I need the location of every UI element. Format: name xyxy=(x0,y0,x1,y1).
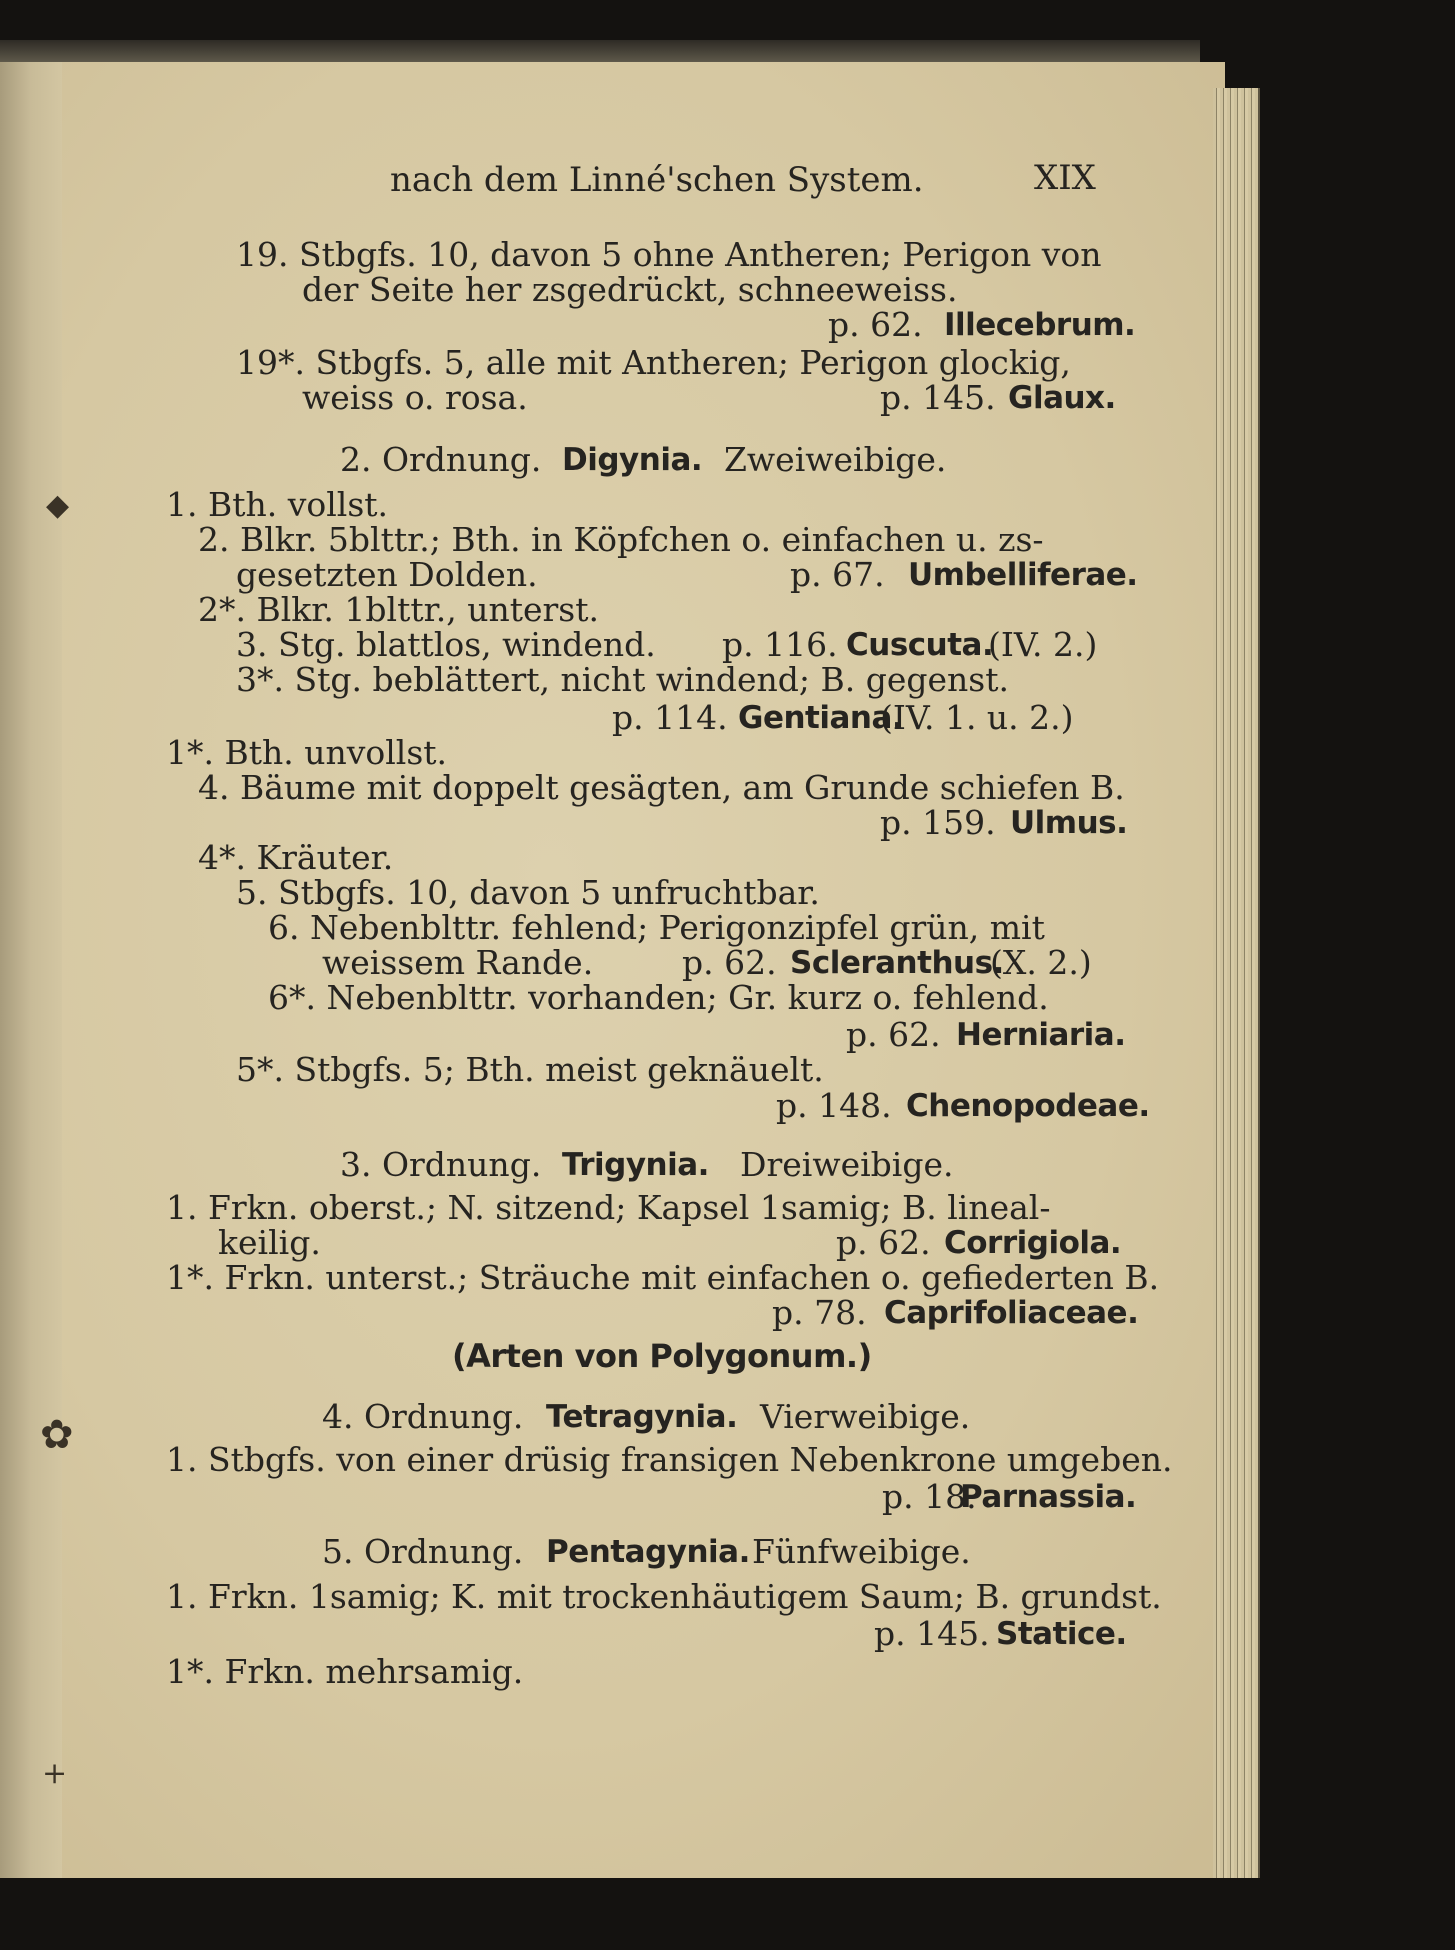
running-title: nach dem Linné'schen System. xyxy=(390,160,924,200)
genus-name: Gentiana. xyxy=(738,700,904,736)
text-line: 4*. Kräuter. xyxy=(198,838,394,877)
text-line: 1. Frkn. oberst.; N. sitzend; Kapsel 1samig; B. lineal- xyxy=(166,1188,1051,1227)
order-heading: 4. Ordnung. xyxy=(322,1397,524,1436)
text-line: 1*. Frkn. unterst.; Sträuche mit einfachen o. gefiederten B. xyxy=(166,1258,1160,1297)
order-common-name: Dreiweibige. xyxy=(740,1145,954,1184)
page-ref: p. 114. xyxy=(612,698,728,737)
text-line: 2. Blkr. 5blttr.; Bth. in Köpfchen o. einfachen u. zs- xyxy=(198,520,1044,559)
page-ref: p. 148. xyxy=(776,1086,892,1125)
text-line: 1. Frkn. 1samig; K. mit trockenhäutigem Saum; B. grundst. xyxy=(166,1577,1162,1616)
binding-mark: + xyxy=(42,1756,68,1791)
order-name: Pentagynia. xyxy=(546,1534,750,1570)
text-line: 1. Stbgfs. von einer drüsig fransigen Nebenkrone umgeben. xyxy=(166,1440,1173,1479)
genus-name: Ulmus. xyxy=(1010,805,1128,841)
order-name: Trigynia. xyxy=(562,1147,709,1183)
text-line: 3*. Stg. beblättert, nicht windend; B. gegenst. xyxy=(236,660,1009,699)
genus-name: Parnassia. xyxy=(960,1479,1137,1515)
genus-name: Scleranthus. xyxy=(790,945,1004,981)
text-line: 4. Bäume mit doppelt gesägten, am Grunde schiefen B. xyxy=(198,768,1125,807)
genus-name: Glaux. xyxy=(1008,380,1116,416)
genus-name: Umbelliferae. xyxy=(908,557,1138,593)
text-line: 2*. Blkr. 1blttr., unterst. xyxy=(198,590,599,629)
page-ref: p. 159. xyxy=(880,803,996,842)
text-line: der Seite her zsgedrückt, schneeweiss. xyxy=(302,270,958,309)
page-ref: p. 145. xyxy=(880,378,996,417)
text-line: 5*. Stbgfs. 5; Bth. meist geknäuelt. xyxy=(236,1050,824,1089)
page-ref: p. 62. xyxy=(836,1223,931,1262)
page-ref: p. 18. xyxy=(882,1477,977,1516)
genus-name: Corrigiola. xyxy=(944,1225,1122,1261)
page-ref: p. 62. xyxy=(828,305,923,344)
binding-ornament: ✿ xyxy=(40,1412,74,1458)
text-line: 1. Bth. vollst. xyxy=(166,485,389,524)
page-ref: p. 78. xyxy=(772,1293,867,1332)
text-line: keilig. xyxy=(218,1223,321,1262)
order-common-name: Fünfweibige. xyxy=(752,1532,971,1571)
order-name: Tetragynia. xyxy=(546,1399,738,1435)
page-ref: p. 145. xyxy=(874,1614,990,1653)
text-line: 19*. Stbgfs. 5, alle mit Antheren; Perigon glockig, xyxy=(236,343,1071,382)
order-name: Digynia. xyxy=(562,442,703,478)
page-gutter xyxy=(0,62,62,1878)
cross-reference: (X. 2.) xyxy=(990,943,1092,982)
page-number: XIX xyxy=(1034,158,1096,198)
cross-reference: (IV. 2.) xyxy=(988,625,1098,664)
text-line: 19. Stbgfs. 10, davon 5 ohne Antheren; Perigon von xyxy=(236,235,1102,274)
text-line: 3. Stg. blattlos, windend. xyxy=(236,625,656,664)
genus-note: (Arten von Polygonum.) xyxy=(452,1337,872,1375)
text-line: gesetzten Dolden. xyxy=(236,555,538,594)
text-line: 1*. Frkn. mehrsamig. xyxy=(166,1652,524,1691)
order-heading: 5. Ordnung. xyxy=(322,1532,524,1571)
order-common-name: Vierweibige. xyxy=(760,1397,971,1436)
order-common-name: Zweiweibige. xyxy=(724,440,947,479)
text-line: 1*. Bth. unvollst. xyxy=(166,733,448,772)
cross-reference: (IV. 1. u. 2.) xyxy=(880,698,1074,737)
genus-name: Statice. xyxy=(996,1616,1127,1652)
text-line: weiss o. rosa. xyxy=(302,378,528,417)
text-line: 6. Nebenblttr. fehlend; Perigonzipfel grün, mit xyxy=(268,908,1045,947)
genus-name: Cuscuta. xyxy=(846,627,994,663)
genus-name: Illecebrum. xyxy=(944,307,1136,343)
text-line: 5. Stbgfs. 10, davon 5 unfruchtbar. xyxy=(236,873,820,912)
order-heading: 3. Ordnung. xyxy=(340,1145,542,1184)
page-ref: p. 116. xyxy=(722,625,838,664)
page-edges xyxy=(1213,88,1260,1878)
page-ref: p. 62. xyxy=(846,1015,941,1054)
page-ref: p. 62. xyxy=(682,943,777,982)
genus-name: Herniaria. xyxy=(956,1017,1126,1053)
order-heading: 2. Ordnung. xyxy=(340,440,542,479)
page-ref: p. 67. xyxy=(790,555,885,594)
genus-name: Chenopodeae. xyxy=(906,1088,1150,1124)
text-line: 6*. Nebenblttr. vorhanden; Gr. kurz o. fehlend. xyxy=(268,978,1049,1017)
binding-mark: ◆ xyxy=(46,488,70,523)
genus-name: Caprifoliaceae. xyxy=(884,1295,1139,1331)
text-line: weissem Rande. xyxy=(322,943,594,982)
